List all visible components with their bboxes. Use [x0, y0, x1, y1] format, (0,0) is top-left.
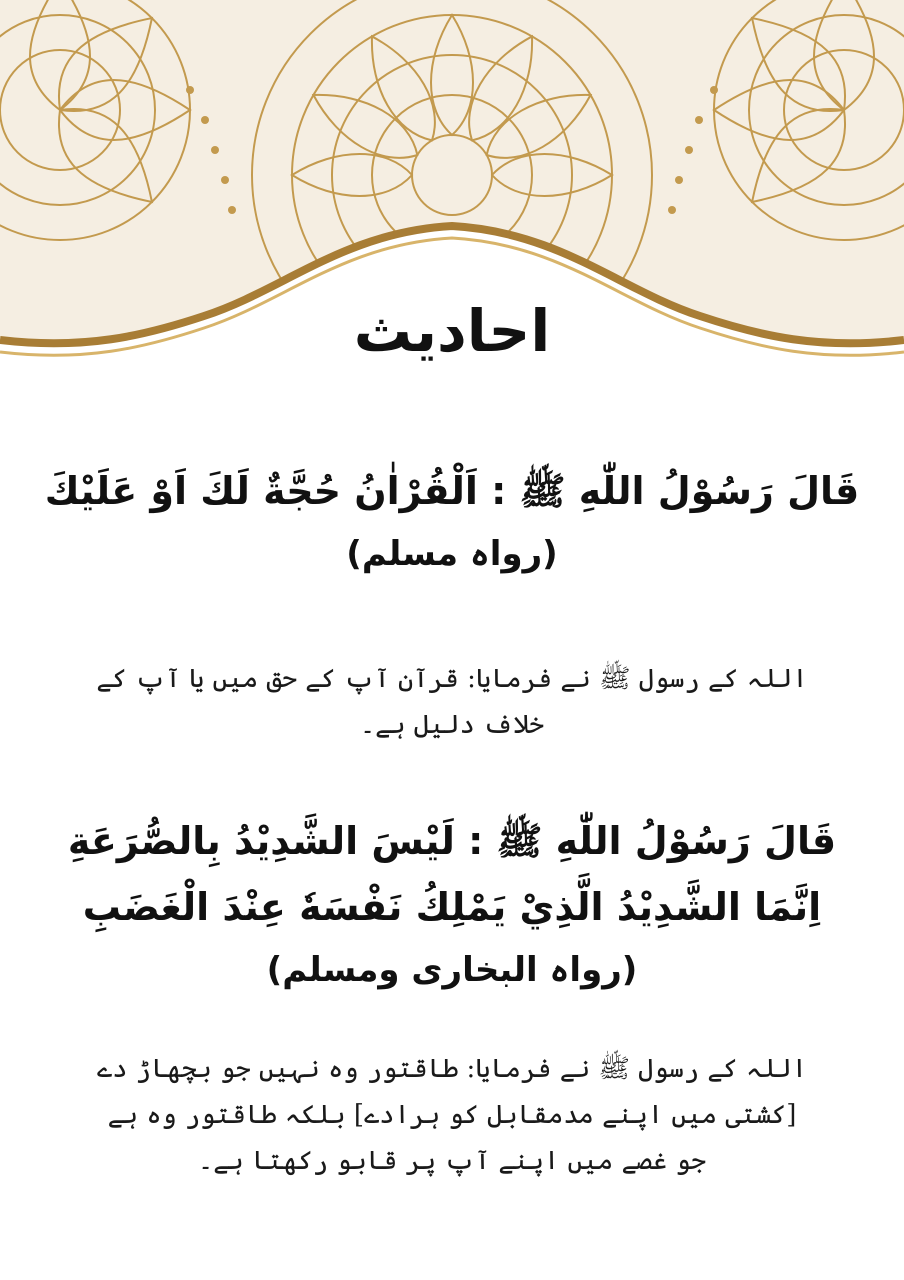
hadith-2-arabic: قَالَ رَسُوْلُ اللّٰهِ ﷺ : لَيْسَ الشَّدِيْدُ بِالصُّرَعَةِ اِنَّمَا الشَّدِيْدُ الَّذِيْ يَمْلِكُ نَفْسَهٗ عِنْدَ الْغَضَبِ: [67, 819, 837, 929]
hadith-1-urdu-block: [80, 656, 824, 748]
page-title: احادیث: [353, 297, 551, 365]
hadith-1-reference: (رواہ مسلم): [346, 534, 558, 574]
hadith-1-arabic-block: [40, 458, 864, 584]
hadith-2-arabic-block: [40, 808, 864, 1000]
hadith-1-urdu: اللہ کے رسول ﷺ نے فرمایا: قرآن آپ کے حق میں یا آپ کے خلاف دلیل ہے۔: [96, 664, 808, 740]
hadith-2-urdu-block: [90, 1046, 814, 1184]
hadith-1-arabic: قَالَ رَسُوْلُ اللّٰهِ ﷺ : اَلْقُرْاٰنُ حُجَّةٌ لَكَ اَوْ عَلَيْكَ: [44, 469, 860, 513]
hadith-2-urdu: اللہ کے رسول ﷺ نے فرمایا: طاقتور وہ نہیں جو بچھاڑ دے [کشتی میں اپنے مدمقابل کو ہرادے] بلکہ طاقتور وہ ہے جو غصے میں اپنے آپ پر قابو رکھتا ہے۔: [97, 1054, 807, 1176]
hadith-2-reference: (رواہ البخاری ومسلم): [266, 950, 638, 990]
